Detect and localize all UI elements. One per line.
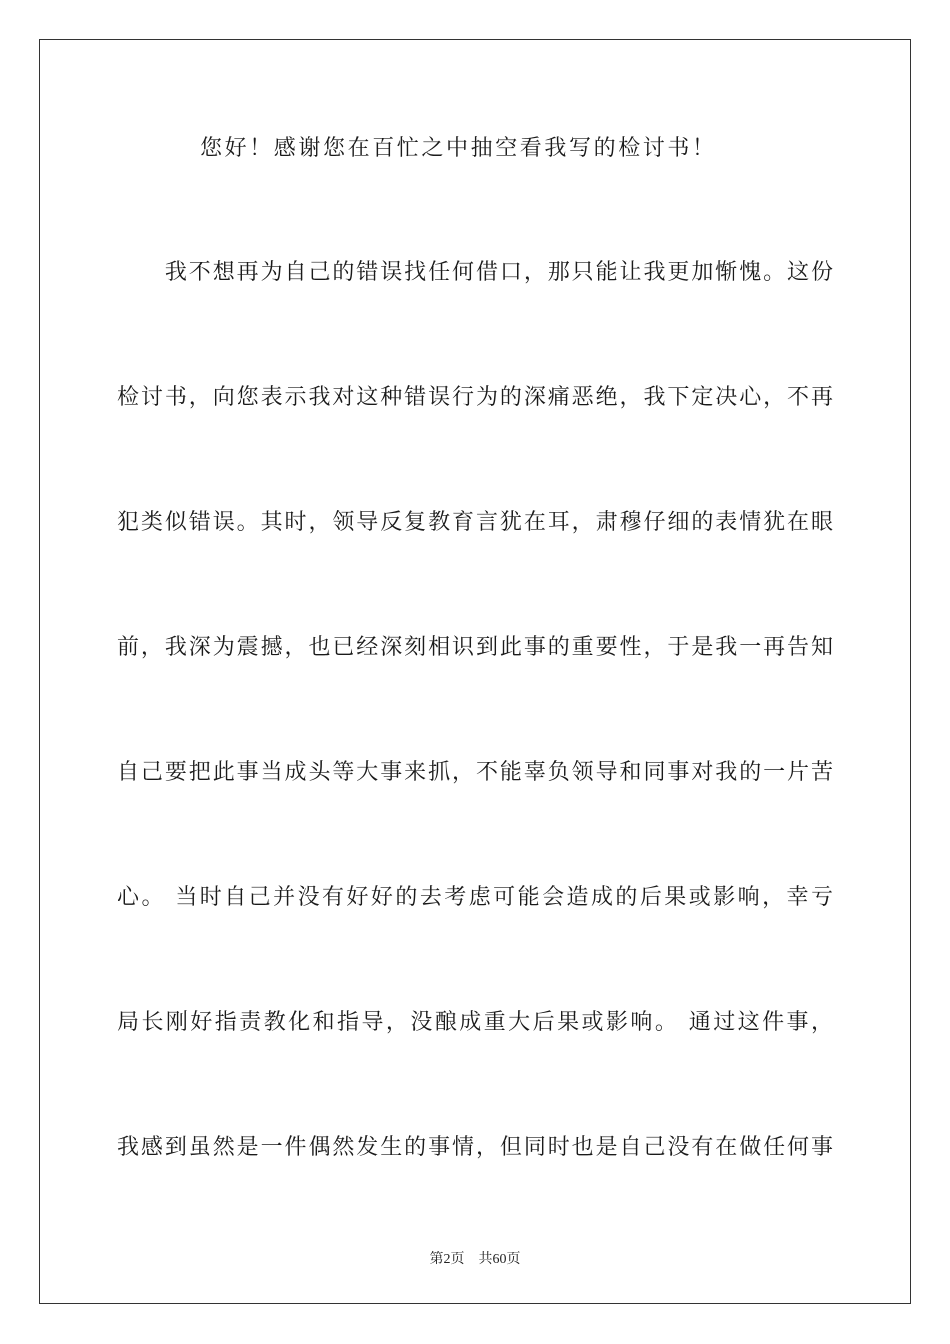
body-line-7: 局长刚好指责教化和指导，没酿成重大后果或影响。 通过这件事， <box>117 1010 833 1035</box>
page-footer <box>0 1248 950 1268</box>
body-line-3: 犯类似错误。其时，领导反复教育言犹在耳，肃穆仔细的表情犹在眼 <box>117 510 833 535</box>
body-line-6: 心。 当时自己并没有好好的去考虑可能会造成的后果或影响，幸亏 <box>117 885 833 910</box>
greeting-line: 您好！感谢您在百忙之中抽空看我写的检讨书！ <box>200 136 717 161</box>
page-border <box>39 39 911 1304</box>
body-line-1: 我不想再为自己的错误找任何借口，那只能让我更加惭愧。这份 <box>117 260 833 285</box>
page-number: 第2页 <box>429 1252 465 1267</box>
body-line-5: 自己要把此事当成头等大事来抓，不能辜负领导和同事对我的一片苦 <box>117 760 833 785</box>
page-total: 共60页 <box>478 1252 521 1267</box>
body-line-2: 检讨书，向您表示我对这种错误行为的深痛恶绝，我下定决心，不再 <box>117 385 833 410</box>
body-line-8: 我感到虽然是一件偶然发生的事情，但同时也是自己没有在做任何事 <box>117 1135 833 1160</box>
body-line-4: 前，我深为震撼，也已经深刻相识到此事的重要性，于是我一再告知 <box>117 635 833 660</box>
